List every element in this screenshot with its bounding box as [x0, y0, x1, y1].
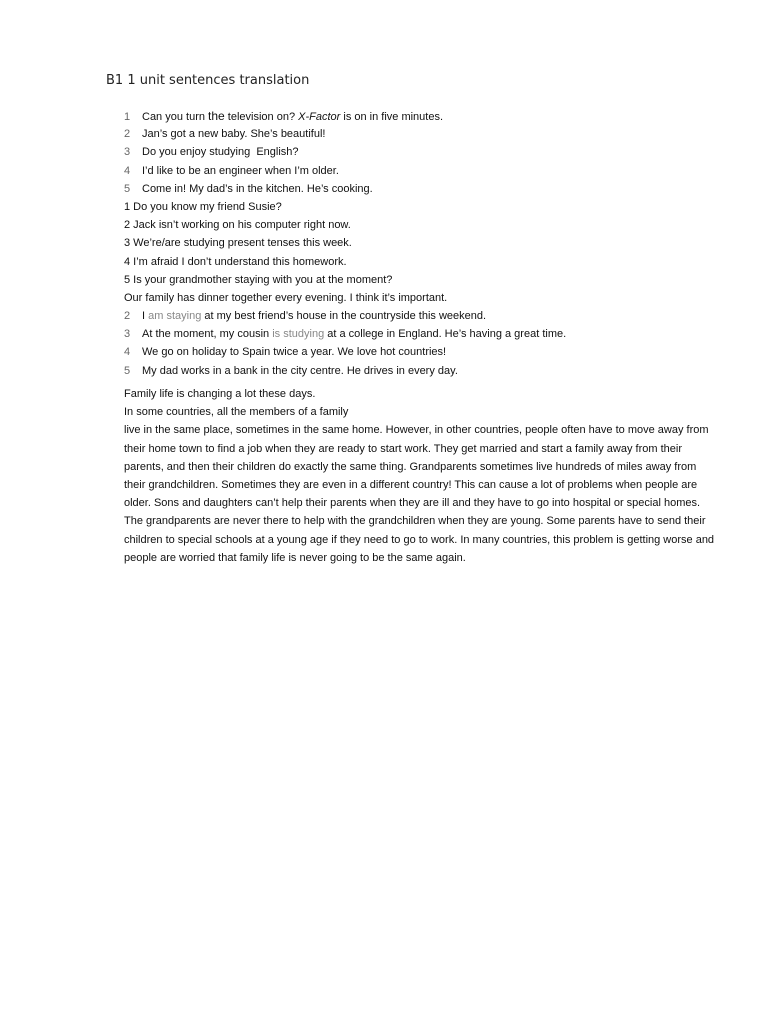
- sentence-text: at my best friend’s house in the countryside this weekend.: [201, 310, 487, 323]
- line-number: 4: [124, 164, 131, 177]
- paragraph-body: live in the same place, sometimes in the same home. However, in other countries, people often have to move away from their home town to find a job when they are ready to start work. They get married and start a family away from their parents, and then their children do exactly the same thing. Grandparents sometimes live hundreds of miles away from their grandchildren. Sometimes they are even in a different country! This can cause a lot of problems when people are older. Sons and daughters can’t help their parents when they are ill and they have to go into hospital or special homes. The grandparents are never there to help with the grandchildren when they are young. Some parents have to send their children to special schools at a young age if they need to go to work. In many countries, this problem is getting worse and people are worried that family life is never going to be the same again.: [124, 424, 715, 564]
- sentence-text: television on?: [224, 111, 299, 123]
- paragraph-line: Family life is changing a lot these days.: [124, 388, 316, 400]
- exercise-a-line: [124, 180, 724, 198]
- line-number: 3: [124, 146, 131, 159]
- line-number: 2: [124, 310, 131, 323]
- exercise-c-line: [124, 325, 724, 343]
- paragraph-line: In some countries, all the members of a family: [124, 406, 349, 419]
- sentence-text: I’d like to be an engineer when I’m older.: [142, 164, 339, 177]
- answer-highlight: am staying: [148, 310, 202, 323]
- sentence-text: the: [208, 109, 225, 123]
- sentence-text: My dad works in a bank in the city centre. He drives in every day.: [142, 364, 458, 377]
- exercise-b-line: 2 Jack isn’t working on his computer right now.: [124, 219, 351, 232]
- sentence-text: We go on holiday to Spain twice a year. We love hot countries!: [142, 346, 447, 359]
- exercise-b-line: 4 I’m afraid I don’t understand this homework.: [124, 255, 347, 268]
- answer-highlight: is studying: [272, 328, 325, 341]
- line-number: 5: [124, 182, 131, 195]
- sentence-text: At the moment, my cousin: [142, 328, 273, 341]
- sentence-text: Can you turn: [142, 111, 209, 123]
- sentence-text: is on in five minutes.: [340, 111, 444, 123]
- sentence-text: at a college in England. He’s having a great time.: [324, 328, 567, 341]
- line-number: 4: [124, 346, 131, 359]
- exercise-b-line: 1 Do you know my friend Susie?: [124, 200, 282, 213]
- sentence-text: Come in! My dad’s in the kitchen. He’s cooking.: [142, 182, 373, 195]
- sentence-list: [124, 107, 724, 380]
- sentence-text: Jan’s got a new baby. She’s beautiful!: [142, 128, 326, 141]
- exercise-a-line: [124, 143, 724, 161]
- exercise-a-line: [124, 162, 724, 180]
- exercise-c-line: [124, 362, 724, 380]
- reading-paragraph: [124, 385, 719, 567]
- exercise-b-line: 3 We’re/are studying present tenses this week.: [124, 237, 352, 250]
- line-number: 1: [124, 111, 131, 123]
- document-title: B1 1 unit sentences translation: [106, 73, 310, 88]
- exercise-c-line: [124, 343, 724, 361]
- sentence-text: Do you enjoy studying English?: [142, 146, 299, 159]
- exercise-b-line: 5 Is your grandmother staying with you at the moment?: [124, 273, 393, 286]
- line-number: 3: [124, 328, 131, 341]
- exercise-a-line: [124, 125, 724, 143]
- line-number: 2: [124, 128, 131, 141]
- sentence-text: I: [142, 310, 149, 323]
- exercise-c-line: [124, 307, 724, 325]
- line-number: 5: [124, 364, 131, 377]
- exercise-a-line: [124, 107, 724, 125]
- exercise-c-intro: Our family has dinner together every evening. I think it’s important.: [124, 291, 448, 304]
- show-name: X-Factor: [298, 111, 341, 123]
